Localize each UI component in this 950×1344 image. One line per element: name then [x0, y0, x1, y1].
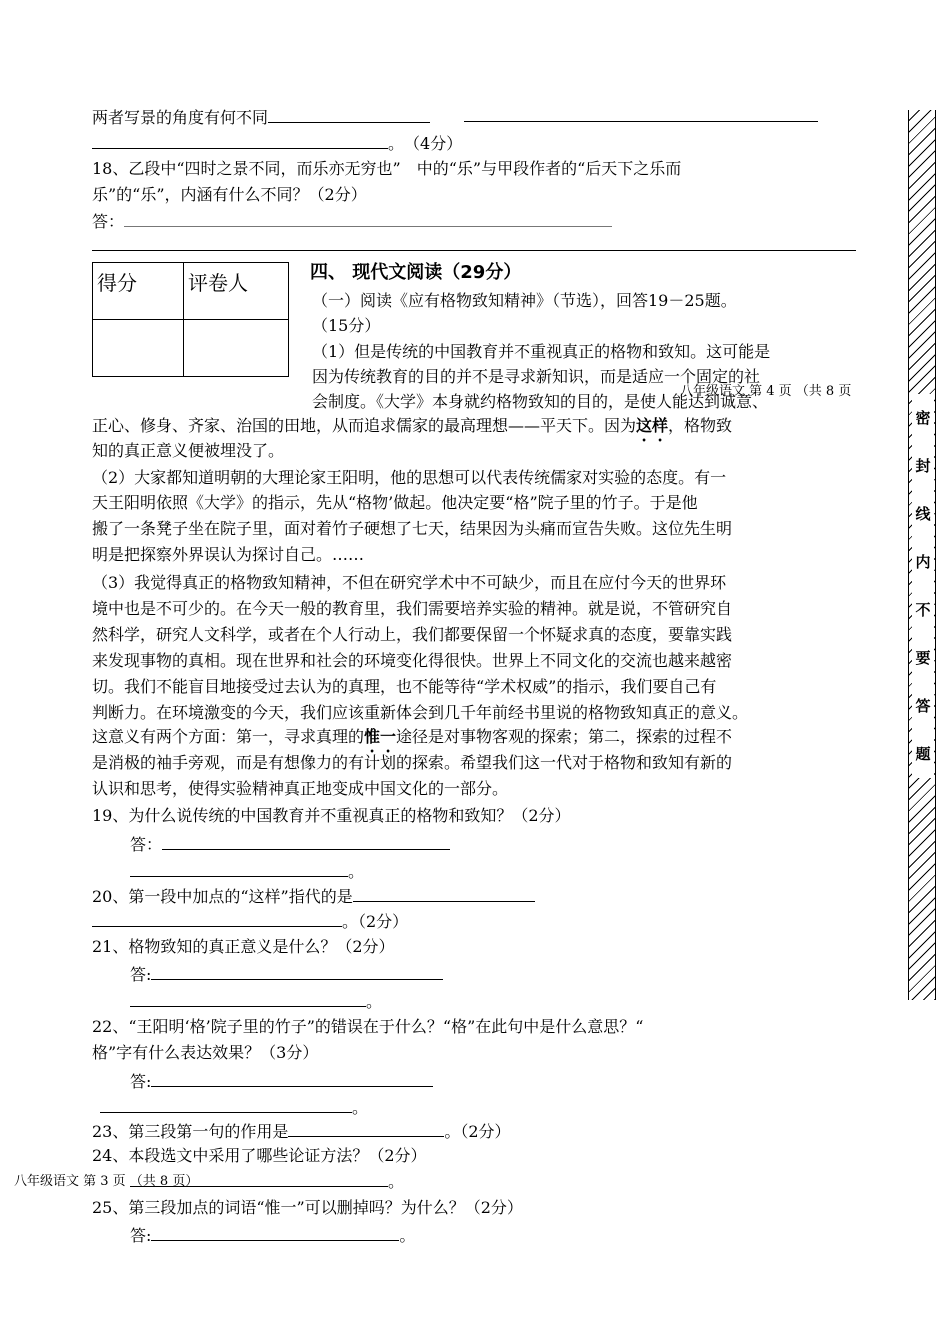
answer-blank[interactable]: [353, 883, 535, 902]
q23-text: 23、第三段第一句的作用是 。（2分）: [92, 1118, 511, 1142]
seal-char: 封: [915, 457, 931, 475]
passage-p1-line5: 知的真正意义便被埋没了。: [92, 441, 285, 460]
answer-blank[interactable]: [151, 961, 443, 980]
section-intro-line2: （15分）: [312, 316, 381, 335]
seal-char: 要: [915, 649, 931, 667]
passage-p2-line2: 天王阳明依照《大学》的指示，先从“格物’做起。他决定要“格”院子里的竹子。于是他: [92, 493, 698, 512]
passage-p3-line6: 判断力。在环境激变的今天，我们应该重新体会到几千年前经书里说的格物致知真正的意义。: [92, 703, 749, 722]
q20-text: 20、第一段中加点的“这样”指代的是: [92, 883, 535, 907]
answer-blank[interactable]: [130, 1168, 388, 1187]
dotted-word-zheyang: 这样: [636, 416, 669, 435]
q22-line2: 格”字有什么表达效果？（3分）: [92, 1043, 319, 1062]
passage-p2-line1: （2）大家都知道明朝的大理论家王阳明，他的思想可以代表传统儒家对实验的态度。有一: [92, 468, 727, 487]
score-label: 得分: [93, 263, 184, 320]
answer-blank[interactable]: [124, 208, 612, 227]
answer-blank[interactable]: [162, 831, 450, 850]
seal-line-text: [912, 394, 934, 778]
q19-answer-line2: 。: [130, 858, 364, 882]
q18-line2: 乐”的“乐”，内涵有什么不同？（2分）: [92, 185, 367, 204]
passage-p2-line3: 搬了一条凳子坐在院子里，面对着竹子硬想了七天，结果因为头痛而宣告失败。这位先生明: [92, 519, 733, 538]
page-footer-overlap: 八年级语文 第 4 页 （共 8 页: [680, 384, 852, 399]
passage-p3-line4: 来发现事物的真相。现在世界和社会的环境变化得很快。世界上不同文化的交流也越来越密: [92, 651, 733, 670]
seal-char: 不: [915, 601, 931, 619]
q25-answer: 答: 。: [130, 1222, 415, 1246]
section-intro-line1: （一）阅读《应有格物致知精神》（节选），回答19－25题。: [312, 291, 737, 310]
q22-line1: 22、“王阳明‘格’院子里的竹子”的错误在于什么？“格”在此句中是什么意思？“: [92, 1017, 644, 1036]
answer-blank[interactable]: [268, 104, 430, 123]
answer-blank[interactable]: [464, 121, 818, 122]
q20-line2: 。（2分）: [92, 908, 408, 932]
passage-p3-line9: 认识和思考，使得实验精神真正地变成中国文化的一部分。: [92, 779, 509, 798]
grader-cell[interactable]: [184, 320, 289, 377]
q18-line1: 18、乙段中“四时之景不同，而乐亦无穷也” 中的“乐”与甲段作者的“后天下之乐而: [92, 159, 682, 178]
grade-box: [92, 262, 289, 377]
q22-answer-line2: 。: [100, 1094, 368, 1118]
answer-blank[interactable]: [92, 130, 388, 149]
passage-p2-line4: 明是把探察外界误认为探讨自己。……: [92, 545, 365, 564]
q21-answer-line2: 。: [130, 988, 382, 1012]
dotted-word-weiyi: 惟一: [364, 727, 397, 746]
passage-p1-line3: 会制度。《大学》本身就约格物致知的目的，是使人能达到诚意、: [312, 392, 769, 411]
q19-text: 19、为什么说传统的中国教育并不重视真正的格物和致知？（2分）: [92, 806, 571, 825]
passage-p3-line7: 这意义有两个方面：第一，寻求真理的惟一途径是对事物客观的探索；第二，探索的过程不: [92, 727, 733, 746]
score-cell[interactable]: [93, 320, 184, 377]
answer-blank[interactable]: [288, 1118, 444, 1137]
passage-p1-line4: 正心、修身、齐家、治国的田地，从而追求儒家的最高理想——平天下。因为这样，格物致: [92, 416, 733, 435]
answer-blank[interactable]: [151, 1222, 399, 1241]
seal-char: 答: [915, 697, 931, 715]
q17-line2: 。 （4分）: [92, 130, 462, 154]
answer-blank[interactable]: [130, 858, 348, 877]
passage-p3-line8: 是消极的袖手旁观，而是有想像力的有计划的探索。希望我们这一代对于格物和致知有新的: [92, 753, 733, 772]
seal-char: 线: [915, 505, 931, 523]
q25-text: 25、第三段加点的词语“惟一”可以删掉吗？为什么？（2分）: [92, 1198, 523, 1217]
seal-char: 密: [915, 409, 931, 427]
page-footer: 八年级语文 第 3 页 （共 8 页）: [14, 1174, 199, 1189]
q24-text: 24、本段选文中采用了哪些论证方法？（2分）: [92, 1146, 427, 1165]
passage-p3-line3: 然科学，研究人文科学，或者在个人行动上，我们都要保留一个怀疑求真的态度，要靠实践: [92, 625, 733, 644]
q18-answer: 答：: [92, 208, 612, 232]
answer-blank[interactable]: [100, 1094, 352, 1113]
q17-line1: 两者写景的角度有何不同: [92, 104, 430, 128]
answer-blank[interactable]: [151, 1068, 433, 1087]
q21-text: 21、格物致知的真正意义是什么？（2分）: [92, 937, 395, 956]
section-title: 四、 现代文阅读（29分）: [310, 262, 522, 283]
passage-p3-line1: （3）我觉得真正的格物致知精神，不但在研究学术中不可缺少，而且在应付今天的世界环: [92, 573, 727, 592]
answer-blank[interactable]: [130, 988, 366, 1007]
answer-blank[interactable]: [92, 250, 856, 251]
passage-p1-line2: 因为传统教育的目的并不是寻求新知识，而是适应一个固定的社: [312, 367, 761, 386]
q24-answer-line: 。: [130, 1168, 404, 1192]
seal-char: 题: [915, 745, 931, 763]
grader-label: 评卷人: [184, 263, 289, 320]
seal-char: 内: [915, 553, 931, 571]
q22-answer: 答:: [130, 1068, 433, 1092]
answer-blank[interactable]: [92, 908, 342, 927]
passage-p3-line2: 境中也是不可少的。在今天一般的教育里，我们需要培养实验的精神。就是说，不管研究自: [92, 599, 733, 618]
passage-p1-line1: （1）但是传统的中国教育并不重视真正的格物和致知。这可能是: [312, 342, 771, 361]
passage-p3-line5: 切。我们不能盲目地接受过去认为的真理，也不能等待“学术权威”的指示，我们要自己有: [92, 677, 717, 696]
q19-answer: 答：: [130, 831, 450, 855]
q21-answer: 答:: [130, 961, 443, 985]
